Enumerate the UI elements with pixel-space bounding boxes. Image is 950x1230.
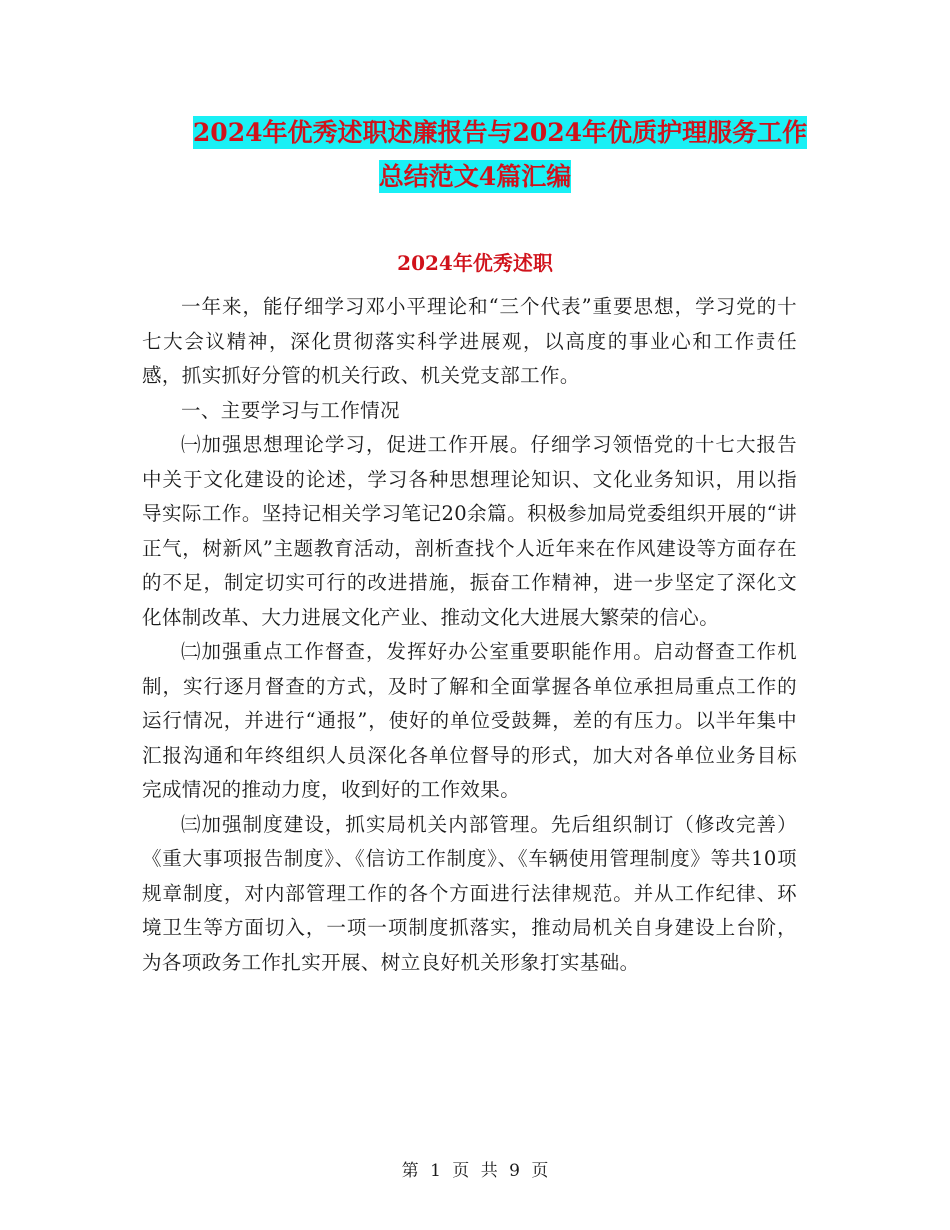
document-title — [0, 112, 950, 198]
paragraph-item-3: ㈢加强制度建设，抓实局机关内部管理。先后组织制订（修改完善）《重大事项报告制度》、《信访工作制度》、《车辆使用管理制度》等共10项规章制度，对内部管理工作的各个方面进行法律规范。并从工作纪律、环境卫生等方面切入，一项一项制度抓落实，推动局机关自身建设上台阶，为各项政务工作扎实开展、树立良好机关形象打实基础。 — [142, 812, 797, 974]
paragraph-intro: 一年来，能仔细学习邓小平理论和“三个代表”重要思想，学习党的十七大会议精神，深化贯彻落实科学进展观，以高度的事业心和工作责任感，抓实抓好分管的机关行政、机关党支部工作。 — [142, 295, 797, 387]
paragraph-item-1: ㈠加强思想理论学习，促进工作开展。仔细学习领悟党的十七大报告中关于文化建设的论述，学习各种思想理论知识、文化业务知识，用以指导实际工作。坚持记相关学习笔记20余篇。积极参加局党委组织开展的“讲正气，树新风”主题教育活动，剖析查找个人近年来在作风建设等方面存在的不足，制定切实可行的改进措施，振奋工作精神，进一步坚定了深化文化体制改革、大力进展文化产业、推动文化大进展大繁荣的信心。 — [142, 433, 797, 629]
document-title-line-2: 总结范文4篇汇编 — [378, 162, 572, 191]
paragraph-item-2: ㈡加强重点工作督查，发挥好办公室重要职能作用。启动督查工作机制，实行逐月督查的方式，及时了解和全面掌握各单位承担局重点工作的运行情况，并进行“通报”，使好的单位受鼓舞，差的有压力。以半年集中汇报沟通和年终组织人员深化各单位督导的形式，加大对各单位业务目标完成情况的推动力度，收到好的工作效果。 — [142, 640, 797, 801]
page-footer: 第 1 页 共 9 页 — [401, 1161, 549, 1181]
document-title-line-1: 2024年优秀述职述廉报告与2024年优质护理服务工作 — [192, 118, 808, 147]
section-title: 2024年优秀述职 — [397, 251, 553, 275]
paragraph-heading: 一、主要学习与工作情况 — [181, 398, 400, 422]
document-body — [142, 290, 797, 980]
